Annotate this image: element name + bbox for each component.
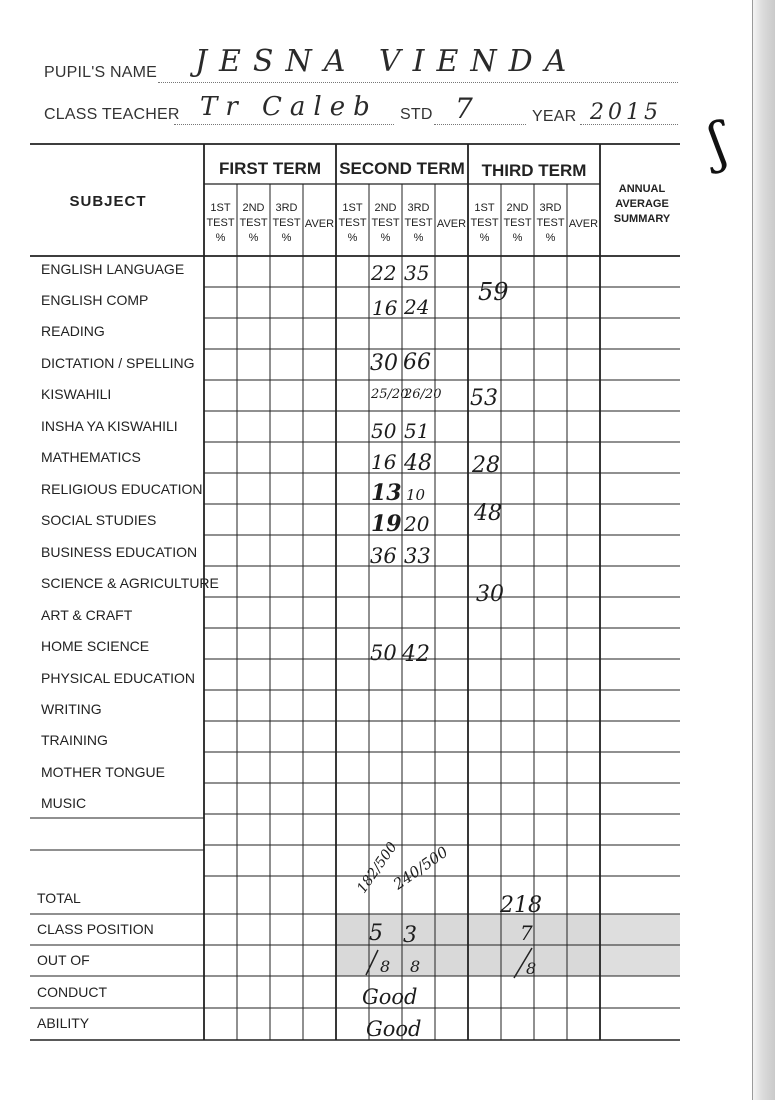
term-header-second: SECOND TERM (339, 159, 465, 178)
mark-social-t2-2: 20 (404, 512, 430, 536)
mark-total-t2-2: 240/500 (389, 842, 452, 894)
sub-column-header-term1-col2-line3: % (248, 232, 259, 244)
subject-label-mother-tongue: MOTHER TONGUE (41, 764, 165, 780)
sub-column-header-term3-col3-line1: 3RD (539, 202, 562, 214)
mark-eng-lang-t3: 59 (478, 278, 509, 306)
subject-label-ability: ABILITY (37, 1015, 90, 1031)
sub-column-header-term2-col2-line3: % (380, 232, 391, 244)
sub-column-header-term2-col1-line3: % (347, 232, 358, 244)
sub-column-header-term3-col2-line3: % (512, 232, 523, 244)
subject-label-writing: WRITING (41, 701, 102, 717)
subject-label-reading: READING (41, 323, 105, 339)
subject-label-total: TOTAL (37, 890, 81, 906)
mark-eng-lang-t2-2: 35 (404, 261, 430, 285)
mark-home-science-t2-1: 50 (370, 641, 397, 665)
sub-column-header-term3-col2-line1: 2ND (506, 202, 529, 214)
mark-eng-comp-t2-1: 16 (372, 296, 398, 320)
mark-ability: Good (366, 1017, 422, 1041)
mark-religious-t2-1: 13 (371, 480, 402, 506)
mark-eng-comp-t2-2: 24 (404, 295, 430, 319)
term-header-first: FIRST TERM (219, 159, 321, 178)
mark-home-science-t2-2: 42 (402, 642, 430, 667)
mark-maths-t3: 28 (472, 453, 500, 478)
sub-column-header-term2-col4-line1: AVER (436, 218, 467, 230)
subject-label-music: MUSIC (41, 795, 87, 811)
sub-column-header-term2-col2-line1: 2ND (374, 202, 397, 214)
mark-kiswahili-t2-1: 25/20 (371, 387, 409, 402)
sub-column-header-term3-col3-line3: % (545, 232, 556, 244)
subject-label-social-studies: SOCIAL STUDIES (41, 512, 157, 528)
mark-religious-t2-2: 10 (406, 486, 426, 504)
subject-label-training: TRAINING (41, 732, 108, 748)
mark-outof-t3: 8 (526, 959, 537, 978)
sub-column-header-term3-col2-line2: TEST (503, 217, 532, 229)
mark-business-t2-2: 33 (404, 544, 431, 568)
subject-label-conduct: CONDUCT (37, 984, 107, 1000)
mark-insha-t2-2: 51 (404, 419, 430, 443)
margin-scribble: ʃ (703, 110, 732, 175)
table-grid (30, 144, 680, 1040)
subject-label-out-of: OUT OF (37, 952, 90, 968)
mark-eng-lang-t2-1: 22 (371, 261, 397, 285)
term-header-third: THIRD TERM (481, 161, 587, 180)
sub-column-header-term1-col3-line1: 3RD (275, 202, 298, 214)
subject-label-science-agriculture: SCIENCE & AGRICULTURE (41, 575, 219, 591)
mark-total-t3: 218 (500, 893, 542, 918)
sub-column-header-term1-col3-line2: TEST (272, 217, 301, 229)
sub-column-header-term1-col1-line3: % (215, 232, 226, 244)
mark-science-t3: 30 (476, 582, 504, 607)
subject-label-class-position: CLASS POSITION (37, 921, 154, 937)
mark-dictation-t2-2: 66 (403, 350, 431, 375)
std-label: STD (400, 106, 433, 123)
sub-column-header-term1-col2-line2: TEST (239, 217, 268, 229)
subject-label-physical-education: PHYSICAL EDUCATION (41, 670, 196, 686)
sub-column-header-term2-col1-line2: TEST (338, 217, 367, 229)
mark-position-t2-1: 5 (369, 921, 383, 946)
subject-label-mathematics: MATHEMATICS (41, 449, 141, 465)
sub-column-header-term3-col3-line2: TEST (536, 217, 565, 229)
pupil-name-value: JESNA VIENDA (195, 44, 579, 79)
mark-kiswahili-t2-2: 26/20 (404, 387, 442, 402)
subject-label-business-education: BUSINESS EDUCATION (41, 544, 198, 560)
mark-outof-t2-1: 8 (380, 957, 391, 976)
pupil-name-label: PUPIL'S NAME (44, 64, 158, 81)
year-label: YEAR (532, 108, 577, 125)
year-value: 2015 (590, 100, 662, 125)
mark-social-t3: 48 (474, 501, 502, 526)
annual-header-line2: AVERAGE (615, 198, 669, 210)
sub-column-header-term2-col3-line2: TEST (404, 217, 433, 229)
sub-column-header-term3-col1-line3: % (479, 232, 490, 244)
mark-outof-t2-2: 8 (410, 957, 421, 976)
sub-column-header-term2-col3-line3: % (413, 232, 424, 244)
sub-column-header-term1-col4-line1: AVER (304, 218, 335, 230)
sub-column-header-term3-col1-line1: 1ST (474, 202, 495, 214)
mark-position-t2-2: 3 (403, 923, 417, 948)
sub-column-header-term1-col3-line3: % (281, 232, 292, 244)
mark-social-t2-1: 19 (371, 511, 402, 537)
sub-column-header-term1-col1-line1: 1ST (210, 202, 231, 214)
sub-column-header-term3-col4-line1: AVER (568, 218, 599, 230)
annual-header-line1: ANNUAL (618, 183, 666, 195)
std-value: 7 (455, 92, 473, 125)
class-teacher-label: CLASS TEACHER (44, 106, 180, 123)
subject-labels (37, 261, 219, 1031)
subject-label-english-comp: ENGLISH COMP (41, 292, 149, 308)
mark-business-t2-1: 36 (370, 544, 397, 568)
subject-label-insha-ya-kiswahili: INSHA YA KISWAHILI (41, 418, 178, 434)
mark-maths-t2-2: 48 (404, 451, 432, 476)
sub-column-header-term1-col1-line2: TEST (206, 217, 235, 229)
sub-column-header-term3-col1-line2: TEST (470, 217, 499, 229)
sub-column-header-term2-col3-line1: 3RD (407, 202, 430, 214)
mark-conduct: Good (362, 985, 418, 1009)
sub-column-header-term2-col1-line1: 1ST (342, 202, 363, 214)
annual-header-line3: SUMMARY (613, 213, 671, 225)
subject-label-home-science: HOME SCIENCE (41, 638, 150, 654)
subject-label-religious-education: RELIGIOUS EDUCATION (41, 481, 203, 497)
mark-kiswahili-t3: 53 (470, 386, 498, 411)
mark-insha-t2-1: 50 (371, 419, 397, 443)
subject-label-art-craft: ART & CRAFT (41, 607, 133, 623)
sub-column-header-term2-col2-line2: TEST (371, 217, 400, 229)
class-teacher-value: Tr Caleb (200, 92, 378, 122)
subject-label-dictation-spelling: DICTATION / SPELLING (41, 355, 195, 371)
mark-total-t2-1: 182/500 (354, 839, 401, 897)
mark-dictation-t2-1: 30 (370, 351, 398, 376)
mark-position-t3: 7 (520, 921, 533, 945)
subject-header: SUBJECT (69, 193, 147, 210)
sub-column-header-term1-col2-line1: 2ND (242, 202, 265, 214)
mark-maths-t2-1: 16 (371, 450, 397, 474)
subject-label-english-language: ENGLISH LANGUAGE (41, 261, 185, 277)
subject-label-kiswahili: KISWAHILI (41, 386, 112, 402)
